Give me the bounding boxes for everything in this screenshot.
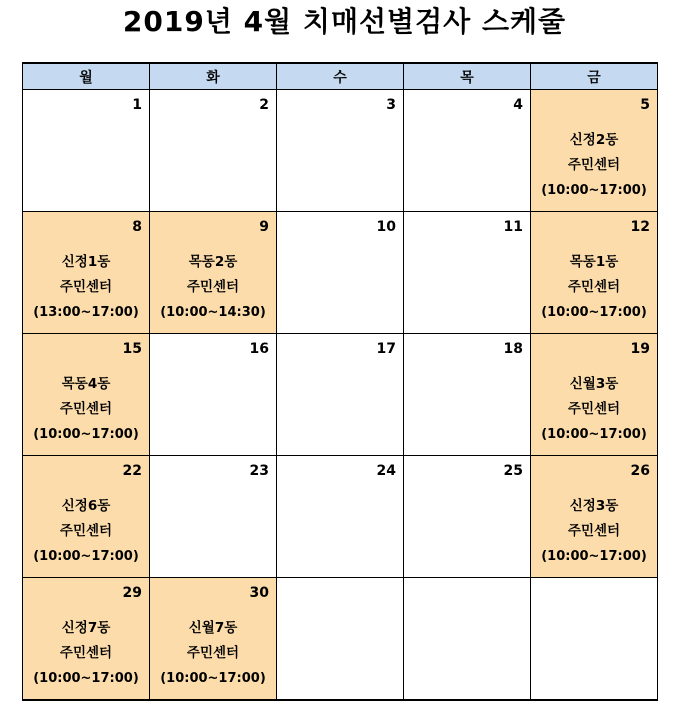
day-cell-content — [150, 456, 276, 577]
day-cell — [531, 578, 658, 701]
event-hours: (10:00~17:00) — [541, 305, 647, 320]
day-number: 3 — [386, 97, 396, 113]
event-hours: (10:00~17:00) — [33, 549, 139, 564]
schedule-entry — [150, 250, 276, 325]
day-cell — [404, 334, 531, 456]
day-cell-content — [531, 212, 657, 333]
day-cell-content — [531, 334, 657, 455]
day-number: 8 — [132, 219, 142, 235]
day-number: 24 — [376, 463, 396, 479]
day-cell-content — [531, 90, 657, 211]
day-cell-content — [404, 456, 530, 577]
event-location: 신정2동 — [569, 132, 619, 148]
day-number: 18 — [503, 341, 523, 357]
day-number: 4 — [513, 97, 523, 113]
schedule-entry — [531, 494, 657, 569]
week-row — [23, 456, 658, 578]
day-cell — [404, 578, 531, 701]
day-cell-content — [23, 578, 149, 699]
event-location: 목동4동 — [61, 376, 111, 392]
day-cell — [404, 456, 531, 578]
week-row — [23, 212, 658, 334]
day-cell-content — [150, 212, 276, 333]
event-location: 신월7동 — [188, 620, 238, 636]
day-number: 29 — [122, 585, 142, 601]
calendar-body — [23, 90, 658, 701]
event-location: 목동1동 — [569, 254, 619, 270]
event-venue: 주민센터 — [186, 279, 240, 295]
schedule-entry — [531, 128, 657, 203]
day-cell — [277, 578, 404, 701]
day-cell — [404, 212, 531, 334]
day-cell-content — [404, 212, 530, 333]
week-row — [23, 334, 658, 456]
schedule-entry — [531, 372, 657, 447]
day-number: 30 — [249, 585, 269, 601]
event-hours: (10:00~17:00) — [33, 671, 139, 686]
event-venue: 주민센터 — [59, 279, 113, 295]
day-number: 5 — [640, 97, 650, 113]
day-number: 16 — [249, 341, 269, 357]
event-venue: 주민센터 — [567, 401, 621, 417]
schedule-entry — [150, 616, 276, 691]
event-venue: 주민센터 — [59, 645, 113, 661]
day-cell-content — [277, 212, 403, 333]
day-cell-content — [404, 90, 530, 211]
day-cell — [531, 212, 658, 334]
event-venue: 주민센터 — [567, 157, 621, 173]
day-cell — [150, 90, 277, 212]
day-number: 10 — [376, 219, 396, 235]
event-venue: 주민센터 — [567, 523, 621, 539]
day-cell — [277, 456, 404, 578]
day-number: 25 — [503, 463, 523, 479]
event-location: 신정6동 — [61, 498, 111, 514]
event-hours: (10:00~14:30) — [160, 305, 266, 320]
day-cell-content — [23, 456, 149, 577]
event-hours: (10:00~17:00) — [541, 549, 647, 564]
day-number: 19 — [630, 341, 650, 357]
weekday-header-tue: 화 — [150, 63, 277, 90]
schedule-entry — [23, 250, 149, 325]
event-hours: (10:00~17:00) — [541, 427, 647, 442]
day-number: 15 — [122, 341, 142, 357]
calendar-table — [22, 62, 658, 701]
day-cell — [23, 578, 150, 701]
event-location: 신정3동 — [569, 498, 619, 514]
day-cell-content — [23, 212, 149, 333]
weekday-row — [23, 63, 658, 90]
day-cell-content — [277, 90, 403, 211]
day-cell — [404, 90, 531, 212]
day-cell — [277, 212, 404, 334]
day-cell — [23, 456, 150, 578]
day-cell-content — [531, 456, 657, 577]
day-number: 23 — [249, 463, 269, 479]
event-location: 신월3동 — [569, 376, 619, 392]
day-cell-content — [531, 578, 657, 699]
week-row — [23, 90, 658, 212]
day-cell-content — [404, 578, 530, 699]
day-cell-content — [150, 578, 276, 699]
day-cell-content — [277, 334, 403, 455]
day-cell — [150, 212, 277, 334]
day-cell — [23, 90, 150, 212]
event-hours: (13:00~17:00) — [33, 305, 139, 320]
day-number: 22 — [122, 463, 142, 479]
day-number: 9 — [259, 219, 269, 235]
event-hours: (10:00~17:00) — [160, 671, 266, 686]
day-cell-content — [277, 456, 403, 577]
day-cell — [531, 90, 658, 212]
day-cell — [23, 334, 150, 456]
weekday-header-fri: 금 — [531, 63, 658, 90]
day-cell-content — [277, 578, 403, 699]
calendar-header — [23, 63, 658, 90]
week-row — [23, 578, 658, 701]
day-cell-content — [23, 90, 149, 211]
schedule-entry — [23, 494, 149, 569]
event-venue: 주민센터 — [59, 401, 113, 417]
day-cell — [150, 456, 277, 578]
event-hours: (10:00~17:00) — [541, 183, 647, 198]
weekday-header-mon: 월 — [23, 63, 150, 90]
event-location: 신정1동 — [61, 254, 111, 270]
day-cell-content — [150, 90, 276, 211]
day-number: 26 — [630, 463, 650, 479]
day-cell — [23, 212, 150, 334]
event-venue: 주민센터 — [567, 279, 621, 295]
event-location: 목동2동 — [188, 254, 238, 270]
schedule-entry — [531, 250, 657, 325]
weekday-header-wed: 수 — [277, 63, 404, 90]
day-cell — [150, 334, 277, 456]
schedule-entry — [23, 616, 149, 691]
weekday-header-thu: 목 — [404, 63, 531, 90]
event-venue: 주민센터 — [186, 645, 240, 661]
day-cell — [531, 456, 658, 578]
page-title: 2019년 4월 치매선별검사 스케줄 — [122, 5, 567, 38]
day-number: 2 — [259, 97, 269, 113]
day-cell — [150, 578, 277, 701]
schedule-entry — [23, 372, 149, 447]
day-cell-content — [23, 334, 149, 455]
event-hours: (10:00~17:00) — [33, 427, 139, 442]
day-number: 12 — [630, 219, 650, 235]
day-cell — [277, 334, 404, 456]
day-cell — [277, 90, 404, 212]
day-number: 17 — [376, 341, 396, 357]
day-cell-content — [150, 334, 276, 455]
day-number: 11 — [503, 219, 523, 235]
event-venue: 주민센터 — [59, 523, 113, 539]
day-cell — [531, 334, 658, 456]
day-cell-content — [404, 334, 530, 455]
day-number: 1 — [132, 97, 142, 113]
event-location: 신정7동 — [61, 620, 111, 636]
